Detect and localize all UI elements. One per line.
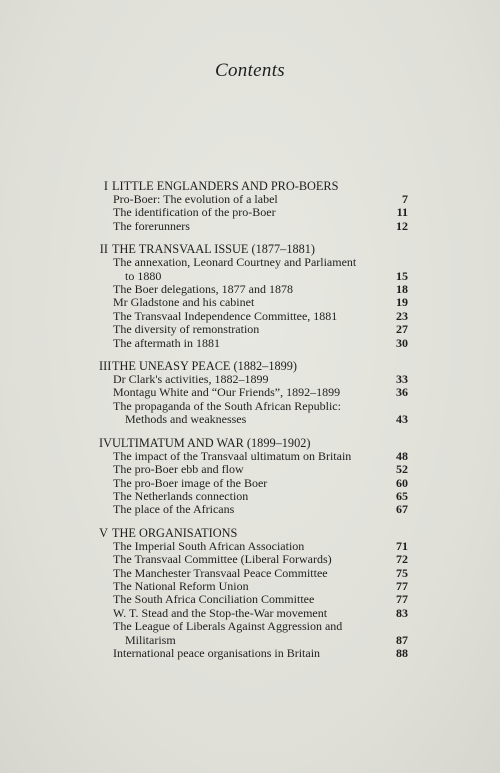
entry-title: The pro-Boer image of the Boer bbox=[113, 475, 268, 490]
section-heading bbox=[99, 359, 411, 373]
entry-title: The impact of the Transvaal ultimatum on Britain bbox=[113, 448, 352, 463]
entry-title: Pro-Boer: The evolution of a label bbox=[113, 192, 278, 206]
entry-title: The Boer delegations, 1877 and 1878 bbox=[113, 282, 293, 297]
toc-entry bbox=[113, 386, 411, 399]
toc-entry bbox=[113, 337, 411, 350]
section-heading bbox=[99, 242, 411, 256]
section-title: THE UNEASY PEACE (1882–1899) bbox=[112, 359, 298, 374]
entry-title: The Transvaal Independence Committee, 1881 bbox=[113, 308, 338, 323]
toc-section bbox=[99, 436, 411, 517]
toc-entry bbox=[113, 593, 411, 606]
toc-entry bbox=[113, 450, 411, 463]
entry-page-number: 12 bbox=[396, 218, 408, 233]
toc-entry bbox=[113, 323, 411, 336]
toc-entry bbox=[113, 283, 411, 296]
toc-entry bbox=[113, 373, 411, 386]
section-numeral: III bbox=[99, 359, 112, 374]
entry-title: Montagu White and “Our Friends”, 1892–1899 bbox=[113, 385, 341, 400]
entry-title: The Imperial South African Association bbox=[113, 538, 305, 553]
toc-entry bbox=[113, 503, 411, 516]
entry-page-number: 87 bbox=[396, 632, 408, 647]
page-title: Contents bbox=[215, 60, 285, 81]
toc-entry bbox=[113, 296, 411, 309]
entry-page-number: 36 bbox=[396, 385, 408, 400]
toc-entry bbox=[113, 567, 411, 580]
toc-entry bbox=[113, 206, 411, 219]
section-title: THE ORGANISATIONS bbox=[112, 525, 238, 540]
toc-entry bbox=[113, 620, 411, 647]
section-heading bbox=[99, 436, 411, 450]
toc-section bbox=[99, 242, 411, 350]
entry-title: The forerunners bbox=[113, 218, 190, 233]
toc-entry bbox=[113, 400, 411, 427]
toc-entry bbox=[113, 647, 411, 660]
toc-entry bbox=[113, 580, 411, 593]
entry-title: The aftermath in 1881 bbox=[113, 335, 220, 350]
entry-title: The Netherlands connection bbox=[113, 488, 249, 503]
entry-page-number: 52 bbox=[396, 462, 408, 477]
entry-title: The pro-Boer ebb and flow bbox=[113, 462, 244, 477]
entry-page-number: 71 bbox=[396, 538, 408, 553]
entry-title: The National Reform Union bbox=[113, 578, 249, 593]
entry-page-number: 23 bbox=[396, 308, 408, 323]
toc-entry bbox=[113, 540, 411, 553]
entry-title: The Transvaal Committee (Liberal Forwards) bbox=[113, 552, 332, 567]
entry-title: The propaganda of the South African Republic: bbox=[113, 398, 341, 413]
entry-title: The League of Liberals Against Aggression and bbox=[113, 619, 343, 634]
toc-entry bbox=[113, 463, 411, 476]
toc-entry bbox=[113, 193, 411, 206]
toc-section bbox=[99, 359, 411, 427]
entry-page-number: 75 bbox=[396, 565, 408, 580]
section-title: THE TRANSVAAL ISSUE (1877–1881) bbox=[112, 242, 316, 257]
toc-entry bbox=[113, 310, 411, 323]
entry-title: International peace organisations in Britain bbox=[113, 645, 321, 660]
toc-entry bbox=[113, 477, 411, 490]
entry-page-number: 33 bbox=[396, 372, 408, 387]
toc-entry bbox=[113, 607, 411, 620]
entry-title: Mr Gladstone and his cabinet bbox=[113, 295, 255, 310]
section-title: ULTIMATUM AND WAR (1899–1902) bbox=[112, 435, 311, 450]
entry-title: The South Africa Conciliation Committee bbox=[113, 592, 315, 607]
entry-page-number: 19 bbox=[396, 295, 408, 310]
entry-page-number: 43 bbox=[396, 412, 408, 427]
section-numeral: II bbox=[99, 242, 108, 257]
entry-title: The annexation, Leonard Courtney and Parliament bbox=[113, 255, 357, 270]
entry-page-number: 48 bbox=[396, 448, 408, 463]
entry-title: The diversity of remonstration bbox=[113, 322, 260, 337]
entry-page-number: 67 bbox=[396, 502, 408, 517]
entry-page-number: 72 bbox=[396, 552, 408, 567]
section-numeral: V bbox=[99, 525, 108, 540]
entry-title: The identification of the pro-Boer bbox=[113, 205, 276, 220]
entry-page-number: 18 bbox=[396, 282, 408, 297]
entry-page-number: 88 bbox=[396, 645, 408, 660]
section-title: LITTLE ENGLANDERS AND PRO-BOERS bbox=[112, 179, 339, 193]
toc-entry bbox=[113, 490, 411, 503]
entry-page-number: 30 bbox=[396, 335, 408, 350]
entry-page-number: 11 bbox=[396, 205, 408, 220]
entry-title: Dr Clark's activities, 1882–1899 bbox=[113, 372, 269, 387]
entry-page-number: 65 bbox=[396, 488, 408, 503]
entry-title: W. T. Stead and the Stop-the-War movement bbox=[113, 605, 328, 620]
section-numeral: IV bbox=[99, 435, 112, 450]
entry-title: The place of the Africans bbox=[113, 502, 235, 517]
toc-entry bbox=[113, 256, 411, 283]
entry-page-number: 77 bbox=[396, 592, 408, 607]
section-heading bbox=[99, 179, 411, 193]
toc-section bbox=[99, 526, 411, 661]
entry-title-continued: to 1880 bbox=[125, 268, 162, 283]
toc-entry bbox=[113, 553, 411, 566]
entry-title: The Manchester Transvaal Peace Committee bbox=[113, 565, 328, 580]
entry-page-number: 60 bbox=[396, 475, 408, 490]
section-numeral: I bbox=[103, 179, 108, 193]
entry-page-number: 77 bbox=[396, 578, 408, 593]
entry-page-number: 27 bbox=[396, 322, 408, 337]
toc-section bbox=[99, 179, 411, 233]
section-heading bbox=[99, 526, 411, 540]
entry-page-number: 7 bbox=[402, 192, 408, 206]
entry-title-continued: Methods and weaknesses bbox=[125, 412, 247, 427]
entry-page-number: 83 bbox=[396, 605, 408, 620]
table-of-contents bbox=[99, 179, 411, 669]
entry-title-continued: Militarism bbox=[125, 632, 176, 647]
entry-page-number: 15 bbox=[396, 268, 408, 283]
toc-entry bbox=[113, 220, 411, 233]
